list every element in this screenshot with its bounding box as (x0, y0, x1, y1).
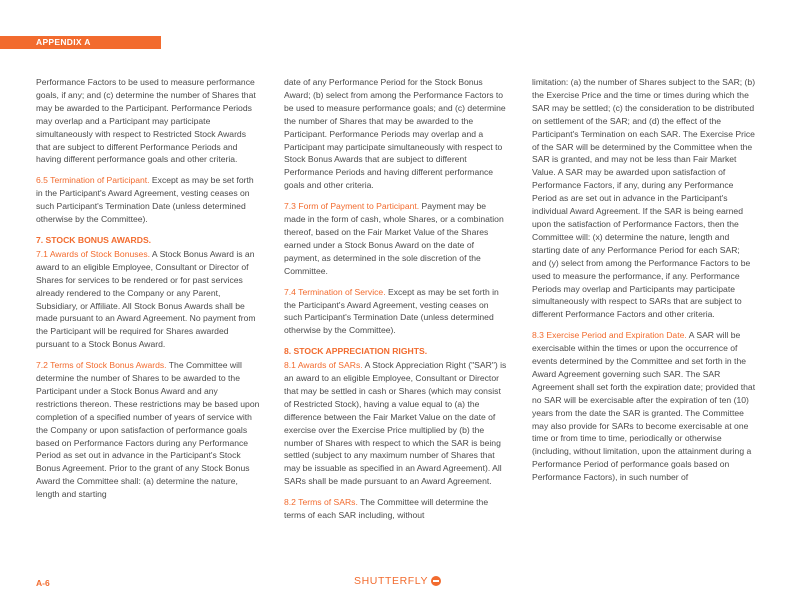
paragraph (532, 329, 756, 484)
paragraph (36, 359, 260, 501)
shutterfly-logo (354, 575, 441, 587)
paragraph-text: A Stock Appreciation Right ("SAR") is an award to an eligible Employee, Consultant or Director that may be settled in cash or Shares (which may consist of Restricted Stock), having a value equal to (a) the difference between the Fair Market Value on the date of exercise over the Exercise Price multiplied by (b) the number of Shares with respect to which the SAR is being settled (subject to any maximum number of Shares that may be issuable as specified in an Award Agreement). All SARs shall be made pursuant to an Award Agreement. (284, 360, 507, 487)
page-number: A-6 (36, 578, 50, 588)
paragraph (36, 248, 260, 351)
subsection-title: 7.1 Awards of Stock Bonuses. (36, 248, 151, 259)
paragraph (36, 174, 260, 226)
paragraph: Performance Factors to be used to measure performance goals, if any; and (c) determine the number of Shares that may be awarded to the Participant. Performance Periods may overlap and a Participant may participate simultaneously with respect to Restricted Stock Awards that are subject to different Performance Periods and having different performance goals and other criteria. (36, 77, 256, 165)
paragraph: limitation: (a) the number of Shares subject to the SAR; (b) the Exercise Price and the time or times during which the SAR may be settled; (c) the consideration to be distributed on settlement of the SAR; and (d) the effect of the Participant's Termination on each SAR. The Exercise Price of the SAR will be determined by the Committee when the SAR is granted, and may not be less than Fair Market Value. A SAR may be awarded upon satisfaction of Performance Factors, if any, during any Performance Period as are set out in advance in the Participant's individual Award Agreement. If the SAR is being earned upon the satisfaction of Performance Factors, then the Committee will: (x) determine the nature, length and starting date of any Performance Period for each SAR; and (y) select from among the Performance Factors to be used to measure the performance, if any. Performance Periods may overlap and Participants may participate simultaneously with respect to SARs that are subject to different Performance Factors and other criteria. (532, 77, 756, 320)
column-left (36, 76, 260, 509)
column-right (532, 76, 756, 492)
logo-mark-icon (431, 576, 441, 586)
subsection-title: 7.3 Form of Payment to Participant. (284, 201, 420, 212)
paragraph-text: A SAR will be exercisable within the times or upon the occurrence of events determined by the Committee and set forth in the Award Agreement governing such SAR. The SAR Agreement shall set forth the expiration date; provided that no SAR will be exercisable after the expiration of ten (10) years from the date the SAR is granted. The Committee may also provide for SARs to become exercisable at one time or from time to time, periodically or otherwise (including, without limitation, upon the attainment during a Performance Period of performance goals based on Performance Factors), in such number of (532, 330, 756, 483)
paragraph-text: A Stock Bonus Award is an award to an eligible Employee, Consultant or Director of Shares for services to be rendered or for past services already rendered to the Company or any Parent, Subsidiary, or Affiliate. All Stock Bonus Awards shall be made pursuant to an Award Agreement. No payment from the Participant will be required for Shares awarded pursuant to a Stock Bonus Award. (36, 248, 256, 350)
section-heading: 8. STOCK APPRECIATION RIGHTS. (284, 346, 428, 357)
paragraph-text: Payment may be made in the form of cash, whole Shares, or a combination thereof, based on the Fair Market Value of the Shares earned under a Stock Bonus Award on the date of payment, as determined in the sole discretion of the Committee. (284, 201, 504, 276)
paragraph: date of any Performance Period for the Stock Bonus Award; (b) select from among the Performance Factors to be used to measure performance goals; and (c) determine the number of Shares that may be awarded to the Participant. Performance Periods may overlap and a Participant may participate simultaneously with respect to Stock Bonus Awards that are subject to different Performance Periods and having different performance goals and other criteria. (284, 77, 506, 191)
column-middle (284, 76, 508, 530)
paragraph-text: The Committee will determine the terms of each SAR including, without (284, 497, 489, 521)
paragraph (284, 286, 508, 338)
paragraph (284, 359, 508, 488)
paragraph (284, 200, 508, 277)
subsection-title: 7.4 Termination of Service. (284, 286, 386, 297)
paragraph (284, 496, 508, 522)
paragraph-text: Except as may be set forth in the Participant's Award Agreement, vesting ceases on such Participant's Termination Date (unless determined otherwise by the Committee). (36, 175, 254, 225)
subsection-title: 8.1 Awards of SARs. (284, 360, 363, 371)
subsection-title: 6.5 Termination of Participant. (36, 175, 150, 186)
paragraph-text: Except as may be set forth in the Participant's Award Agreement, vesting ceases on such Participant's Termination Date (unless determined otherwise by the Committee). (284, 286, 499, 336)
section-heading: 7. STOCK BONUS AWARDS. (36, 234, 152, 245)
paragraph-text: The Committee will determine the number of Shares to be awarded to the Participant under a Stock Bonus Award and any restrictions thereon. These restrictions may be based upon completion of a specified number of years of service with the Company or upon satisfaction of performance goals based on Performance Factors during any Performance Period as set out in advance in the Participant's Stock Bonus Agreement. Prior to the grant of any Stock Bonus Award the Committee shall: (a) determine the nature, length and starting (36, 360, 260, 500)
logo-text: SHUTTERFLY (354, 575, 429, 587)
appendix-banner: APPENDIX A (0, 36, 161, 49)
subsection-title: 8.2 Terms of SARs. (284, 497, 358, 508)
subsection-title: 7.2 Terms of Stock Bonus Awards. (36, 360, 167, 371)
subsection-title: 8.3 Exercise Period and Expiration Date. (532, 330, 687, 341)
